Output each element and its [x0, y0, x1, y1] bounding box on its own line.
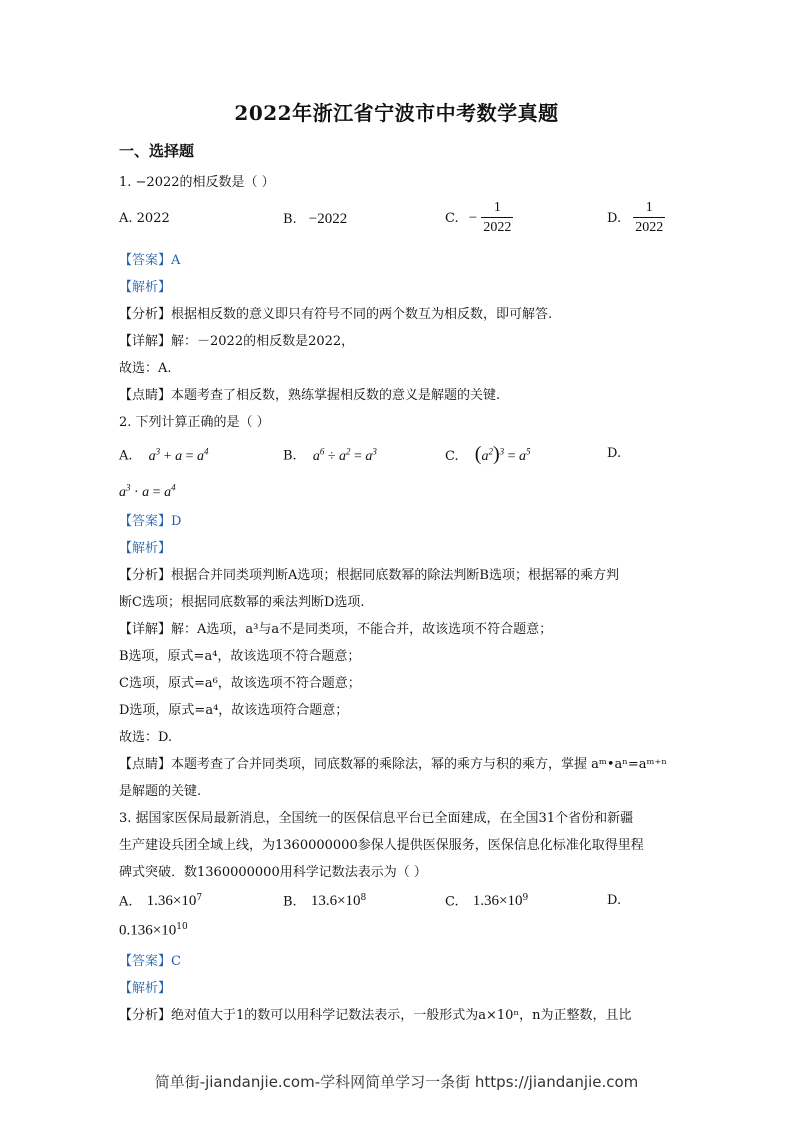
fraction-denominator: 2022	[483, 220, 512, 235]
q2-option-d-expression: $a^3 \cdot a = a^4$	[119, 482, 176, 500]
q2-option-c: C. $(a^2)^3 = a^5$	[445, 443, 531, 465]
q3-option-b	[283, 893, 366, 910]
q1-option-d	[607, 199, 665, 238]
q1-fenxi: 【分析】根据相反数的意义即只有符号不同的两个数互为相反数，即可解答.	[119, 307, 553, 322]
q2-fenxi-line1: 【分析】根据合并同类项判断A选项；根据同底数幂的除法判断B选项；根据幂的乘方判	[119, 568, 619, 583]
q3-option-b-exponent: 8	[360, 893, 367, 903]
q3-option-c-value: 1.36×10	[472, 893, 523, 910]
q2-xiangjie-c: C选项，原式=a⁶，故该选项不符合题意；	[119, 676, 361, 691]
q1-option-b-value: −2022	[308, 211, 348, 227]
q3-option-a-exponent: 7	[196, 893, 203, 903]
q2-analysis-heading: 【解析】	[119, 541, 172, 556]
q3-stem-line2: 生产建设兵团全域上线，为1360000000参保人提供医保服务，医保信息化标准化取得里程	[119, 838, 644, 853]
q2-dianjing-line1: 【点睛】本题考查了合并同类项，同底数幂的乘除法，幂的乘方与积的乘方，掌握 aᵐ•aⁿ=aᵐ⁺ⁿ	[119, 757, 668, 772]
q2-dianjing-line2: 是解题的关键.	[119, 784, 202, 799]
q3-fenxi: 【分析】绝对值大于1的数可以用科学记数法表示，一般形式为a×10ⁿ，n为正整数，且比	[119, 1008, 632, 1023]
q2-answer: 【答案】D	[119, 514, 182, 529]
q1-option-b-label: B.	[283, 212, 297, 227]
q3-option-d	[119, 922, 188, 939]
q3-option-a	[119, 893, 202, 910]
q3-option-a-label: A.	[119, 894, 133, 910]
q3-option-b-value: 13.6×10	[310, 893, 361, 910]
q1-xiangjie: 【详解】解：－2022的相反数是2022，	[119, 334, 355, 349]
q3-option-b-label: B.	[283, 894, 297, 910]
q3-analysis-heading: 【解析】	[119, 981, 172, 996]
q2-xiangjie-b: B选项，原式=a⁴，故该选项不符合题意；	[119, 649, 361, 664]
q2-option-a: A. $a^3 + a = a^4$	[119, 446, 209, 464]
fraction-numerator: 1	[633, 199, 665, 218]
q1-option-a: A. 2022	[119, 211, 170, 226]
q1-dianjing: 【点睛】本题考查了相反数，熟练掌握相反数的意义是解题的关键.	[119, 388, 501, 403]
q3-stem-line3: 碑式突破．数1360000000用科学记数法表示为（ ）	[119, 865, 427, 880]
page-title: 2022年浙江省宁波市中考数学真题	[234, 101, 559, 125]
q3-option-d-label: D.	[607, 893, 622, 908]
q1-option-d-label: D.	[607, 211, 622, 226]
q3-option-c-exponent: 9	[522, 893, 529, 903]
section-heading: 一、选择题	[119, 142, 195, 160]
q3-answer: 【答案】C	[119, 954, 181, 969]
fraction-denominator: 2022	[635, 220, 664, 235]
q1-choose: 故选：A.	[119, 361, 172, 376]
q1-analysis-heading: 【解析】	[119, 280, 172, 295]
fraction-numerator: 1	[481, 199, 513, 218]
q1-option-c-sign: −	[468, 210, 478, 226]
q1-answer: 【答案】A	[119, 253, 181, 268]
q1-option-c-label: C.	[445, 211, 459, 226]
q2-fenxi-line2: 断C选项；根据同底数幂的乘法判断D选项.	[119, 595, 365, 610]
page-footer: 简单街-jiandanjie.com-学科网简单学习一条街 https://jiandanjie.com	[154, 1073, 639, 1091]
q3-stem-line1: 3. 据国家医保局最新消息，全国统一的医保信息平台已全面建成，在全国31个省份和新疆	[119, 811, 634, 826]
q1-stem: 1. −2022的相反数是（ ）	[119, 175, 275, 190]
q2-option-a-label: A.	[119, 448, 133, 464]
q2-option-b-label: B.	[283, 448, 297, 464]
q2-xiangjie-a: 【详解】解：A选项，a³与a不是同类项，不能合并，故该选项不符合题意；	[119, 622, 553, 637]
q1-option-b	[283, 211, 347, 228]
q1-option-d-fraction	[633, 199, 665, 238]
q2-option-d-label: D.	[607, 446, 622, 461]
q1-option-c-fraction	[481, 199, 513, 238]
q1-option-c	[445, 199, 513, 238]
q2-option-c-label: C.	[445, 449, 459, 464]
q2-xiangjie-d: D选项，原式=a⁴，故该选项符合题意；	[119, 703, 349, 718]
q2-option-b: B. $a^6 \div a^2 = a^3$	[283, 446, 377, 464]
q2-stem: 2. 下列计算正确的是（ ）	[119, 415, 270, 430]
q3-option-c	[445, 893, 528, 910]
q3-option-c-label: C.	[445, 894, 459, 910]
q3-option-a-value: 1.36×10	[146, 893, 197, 910]
q2-choose: 故选：D.	[119, 730, 173, 745]
q3-option-d-value: 0.136×10	[119, 922, 177, 939]
q3-option-d-exponent: 10	[176, 922, 188, 932]
